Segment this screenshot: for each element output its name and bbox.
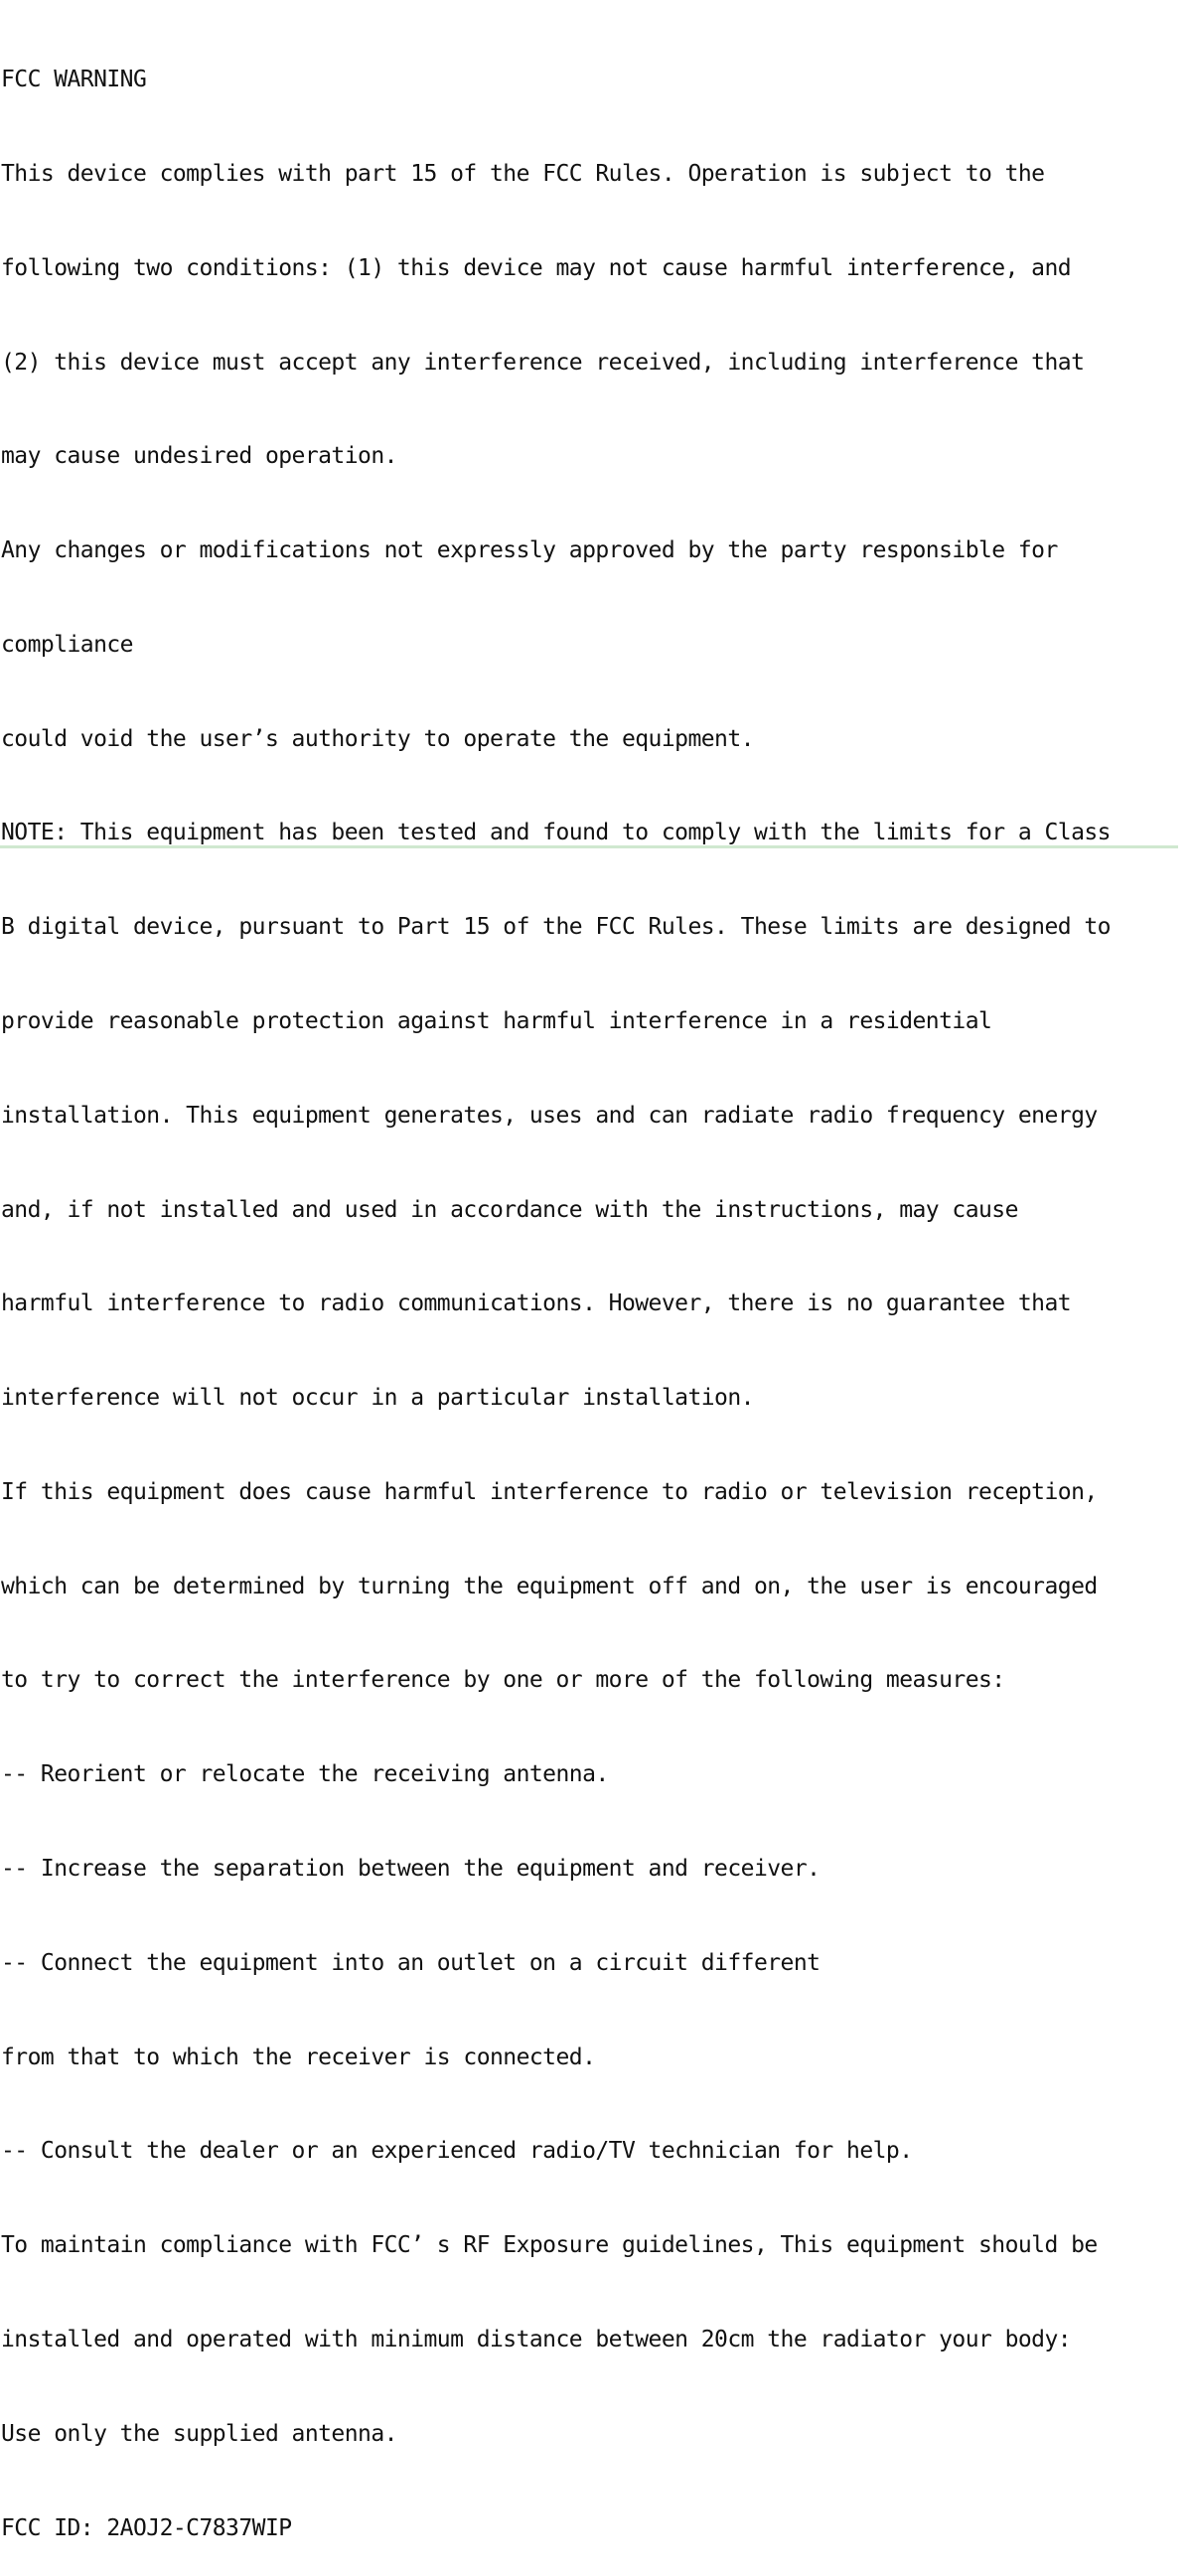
text-line: from that to which the receiver is connected. bbox=[1, 2044, 596, 2070]
text-line: If this equipment does cause harmful interference to radio or television reception, bbox=[1, 1478, 1098, 1505]
text-line: following two conditions: (1) this device may not cause harmful interference, and bbox=[1, 254, 1072, 281]
measure-item: -- Increase the separation between the equipment and receiver. bbox=[1, 1856, 821, 1883]
measure-item: -- Consult the dealer or an experienced radio/TV technician for help. bbox=[1, 2138, 913, 2165]
text-line: provide reasonable protection against harmful interference in a residential bbox=[1, 1008, 992, 1034]
horizontal-divider bbox=[0, 845, 1178, 848]
text-line: Use only the supplied antenna. bbox=[1, 2420, 397, 2447]
measure-item: -- Reorient or relocate the receiving antenna. bbox=[1, 1761, 609, 1788]
text-line: harmful interference to radio communications. However, there is no guarantee that bbox=[1, 1290, 1072, 1317]
text-line: NOTE: This equipment has been tested and found to comply with the limits for a Class bbox=[1, 820, 1111, 846]
text-line: Any changes or modifications not expressly approved by the party responsible for bbox=[1, 537, 1058, 564]
text-line: B digital device, pursuant to Part 15 of the FCC Rules. These limits are designed to bbox=[1, 914, 1111, 941]
text-line: could void the user’s authority to operate the equipment. bbox=[1, 725, 754, 752]
text-line: (2) this device must accept any interference received, including interference that bbox=[1, 349, 1085, 376]
text-line: installation. This equipment generates, uses and can radiate radio frequency energy bbox=[1, 1102, 1098, 1129]
text-line: and, if not installed and used in accordance with the instructions, may cause bbox=[1, 1196, 1018, 1223]
document-title: FCC WARNING bbox=[1, 67, 147, 93]
text-line: compliance bbox=[1, 631, 133, 658]
text-line: interference will not occur in a particular installation. bbox=[1, 1385, 754, 1412]
fcc-id-line: FCC ID: 2AOJ2-C7837WIP bbox=[1, 2514, 292, 2541]
text-line: may cause undesired operation. bbox=[1, 443, 397, 470]
text-line: installed and operated with minimum distance between 20cm the radiator your body: bbox=[1, 2326, 1072, 2352]
text-line: This device complies with part 15 of the FCC Rules. Operation is subject to the bbox=[1, 160, 1045, 187]
measure-item: -- Connect the equipment into an outlet on a circuit different bbox=[1, 1949, 821, 1976]
text-line: To maintain compliance with FCC’ s RF Exposure guidelines, This equipment should be bbox=[1, 2232, 1098, 2259]
text-line: to try to correct the interference by one or more of the following measures: bbox=[1, 1667, 1005, 1694]
text-line: which can be determined by turning the equipment off and on, the user is encouraged bbox=[1, 1573, 1098, 1599]
fcc-warning-document bbox=[1, 2, 1193, 2576]
